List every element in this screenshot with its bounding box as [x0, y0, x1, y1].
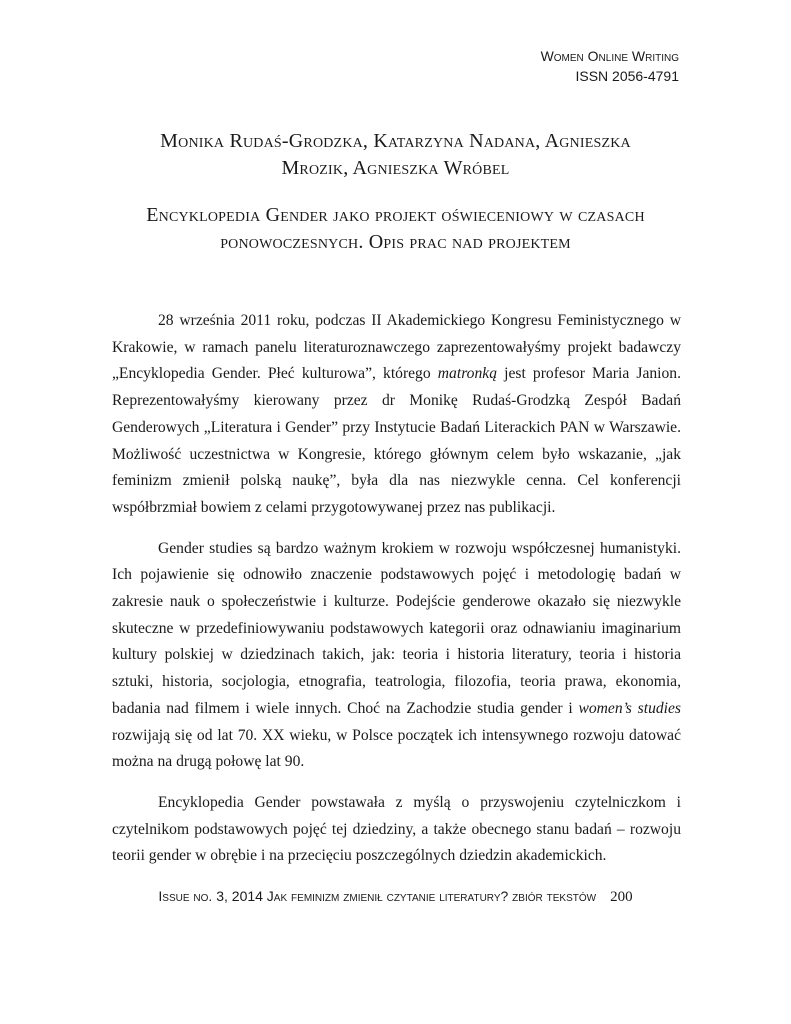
title-line-2: ponowoczesnych. Opis prac nad projektem — [220, 231, 571, 253]
author-list — [0, 128, 791, 182]
journal-header — [541, 46, 679, 86]
authors-line-2: Mrozik, Agnieszka Wróbel — [281, 157, 510, 179]
paragraph-1 — [112, 308, 681, 522]
page-number: 200 — [610, 889, 633, 905]
paragraph-2-text-b: rozwijają się od lat 70. XX wieku, w Polsce początek ich intensywnego rozwoju datować można na drugą połowę lat 90. — [112, 726, 681, 771]
paragraph-2 — [112, 536, 681, 776]
paragraph-2-text-a: Gender studies są bardzo ważnym krokiem w rozwoju współczesnej humanistyki. Ich pojawienie się odnowiło znaczenie podstawowych pojęć i metodologię badań w zakresie nauk o społeczeństwie i kulturze. Podejście genderowe okazało się niezwykle skuteczne w przedefiniowywaniu podstawowych kategorii oraz odnawianiu imaginarium kultury polskiej w dziedzinach takich, jak: teoria i historia literatury, teoria i historia sztuki, historia, socjologia, etnografia, teatrologia, filozofia, teoria prawa, ekonomia, badania nad filmem i wiele innych. Choć na Zachodzie studia gender i — [112, 539, 681, 717]
paragraph-3: Encyklopedia Gender powstawała z myślą o przyswojeniu czytelniczkom i czytelnikom podstawowych pojęć tej dziedziny, a także obecnego stanu badań – rozwoju teorii gender w obrębie i na przecięciu poszczególnych dziedzin akademickich. — [112, 793, 681, 865]
journal-name: Women Online Writing — [540, 48, 679, 64]
paragraph-1-text-a: 28 września 2011 roku, podczas II Akademickiego Kongresu Feministycznego w Krakowie, w ramach panelu literaturoznawczego zaprezentowałyśmy projekt badawczy „Encyklopedia Gender. Płeć kulturowa”, którego — [112, 312, 681, 383]
page-footer — [0, 886, 791, 908]
paragraph-2-emphasis: women’s studies — [578, 699, 681, 717]
article-title — [0, 202, 791, 256]
paragraph-1-emphasis: matronką — [437, 365, 497, 383]
authors-line-1: Monika Rudaś-Grodzka, Katarzyna Nadana, Agnieszka — [160, 130, 631, 152]
article-body — [112, 308, 681, 884]
issn: ISSN 2056-4791 — [575, 68, 679, 84]
title-line-1: Encyklopedia Gender jako projekt oświeceniowy w czasach — [146, 204, 645, 226]
paragraph-1-text-b: jest profesor Maria Janion. Reprezentowałyśmy kierowany przez dr Monikę Rudaś-Grodzką Zespół Badań Genderowych „Literatura i Gender” przy Instytucie Badań Literackich PAN w Warszawie. Możliwość uczestnictwa w Kongresie, którego głównym celem było wskazanie, „jak feminizm zmienił polską naukę”, była dla nas niezwykle cenna. Cel konferencji współbrzmiał bowiem z celami przygotowywanej przez nas publikacji. — [112, 365, 681, 516]
issue-info: Issue no. 3, 2014 Jak feminizm zmienił czytanie literatury? zbiór tekstów — [158, 888, 597, 904]
